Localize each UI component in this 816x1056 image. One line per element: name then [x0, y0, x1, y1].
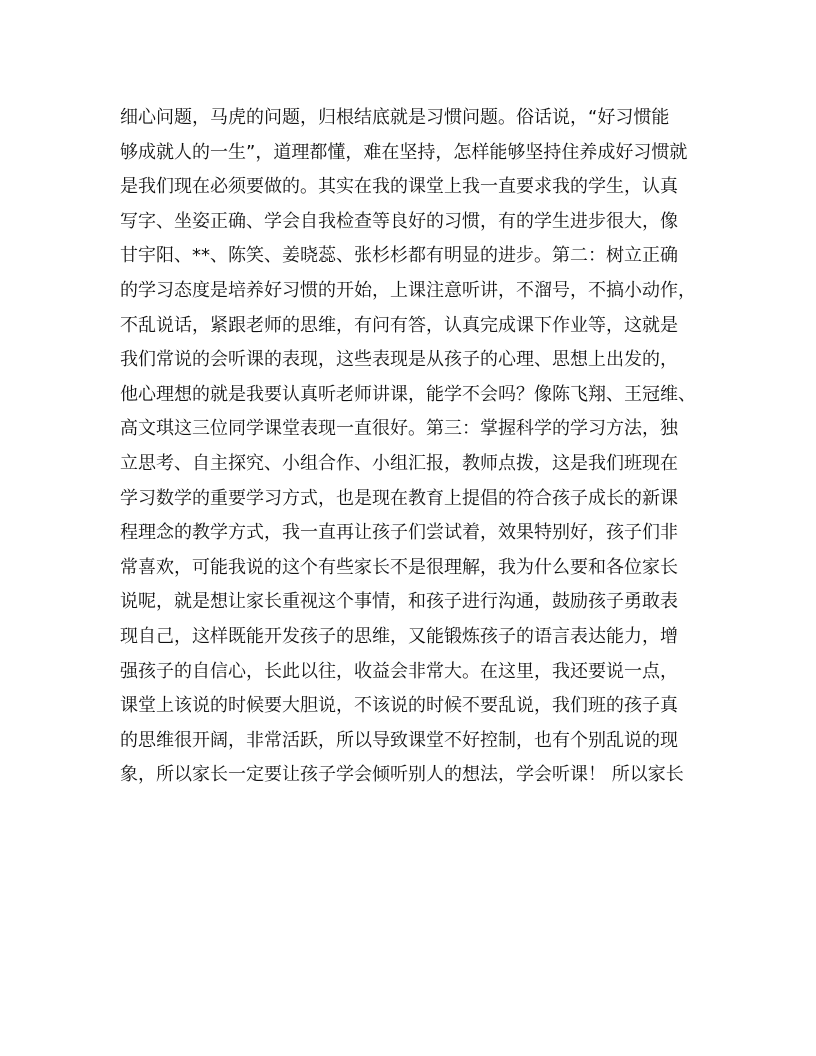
text-line: 够成就人的一生”，道理都懂，难在坚持，怎样能够坚持住养成好习惯就	[120, 141, 688, 163]
text-line: 象，所以家长一定要让孩子学会倾听别人的想法，学会听课！ 所以家长	[120, 764, 684, 786]
text-line: 立思考、自主探究、小组合作、小组汇报，教师点拨，这是我们班现在	[120, 452, 678, 474]
text-line: 课堂上该说的时候要大胆说，不该说的时候不要乱说，我们班的孩子真	[120, 695, 678, 717]
text-line: 甘宇阳、**、陈笑、姜晓蕊、张杉杉都有明显的进步。第二：树立正确	[120, 245, 678, 267]
text-line: 写字、坐姿正确、学会自我检查等良好的习惯，有的学生进步很大，像	[120, 210, 678, 232]
text-line: 高文琪这三位同学课堂表现一直很好。第三：掌握科学的学习方法，独	[120, 418, 678, 440]
text-line: 我们常说的会听课的表现，这些表现是从孩子的心理、思想上出发的，	[120, 349, 678, 371]
text-line: 程理念的教学方式，我一直再让孩子们尝试着，效果特别好，孩子们非	[120, 522, 678, 544]
text-line: 常喜欢，可能我说的这个有些家长不是很理解，我为什么要和各位家长	[120, 556, 678, 578]
text-line: 说呢，就是想让家长重视这个事情，和孩子进行沟通，鼓励孩子勇敢表	[120, 591, 678, 613]
text-line: 的学习态度是培养好习惯的开始，上课注意听讲，不溜号，不搞小动作，	[120, 279, 696, 301]
text-line: 不乱说话，紧跟老师的思维，有问有答，认真完成课下作业等，这就是	[120, 314, 678, 336]
text-line: 强孩子的自信心，长此以往，收益会非常大。在这里，我还要说一点，	[120, 660, 678, 682]
text-line: 的思维很开阔，非常活跃，所以导致课堂不好控制，也有个别乱说的现	[120, 729, 678, 751]
text-line: 学习数学的重要学习方式，也是现在教育上提倡的符合孩子成长的新课	[120, 487, 678, 509]
text-line: 是我们现在必须要做的。其实在我的课堂上我一直要求我的学生，认真	[120, 176, 678, 198]
text-line: 现自己，这样既能开发孩子的思维，又能锻炼孩子的语言表达能力，增	[120, 625, 678, 647]
text-line: 细心问题，马虎的问题，归根结底就是习惯问题。俗话说，“好习惯能	[120, 107, 670, 128]
text-line: 他心理想的就是我要认真听老师讲课，能学不会吗？像陈飞翔、王冠维、	[120, 383, 696, 405]
body-text	[120, 101, 710, 793]
